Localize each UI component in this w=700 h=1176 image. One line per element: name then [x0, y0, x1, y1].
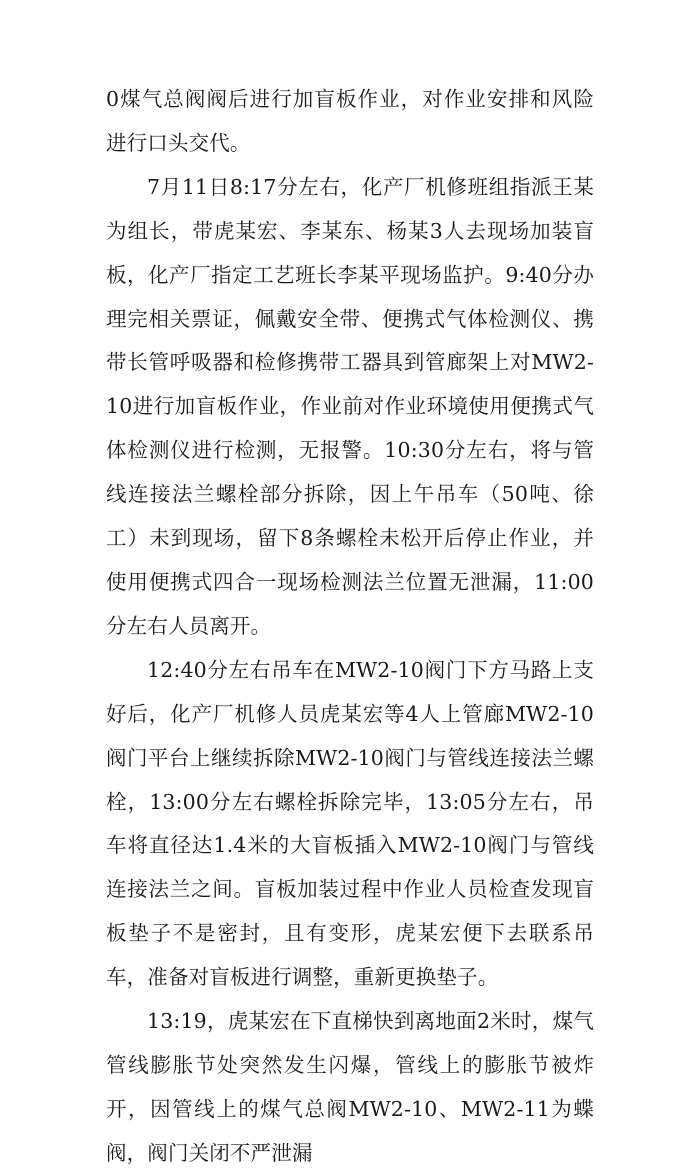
paragraph-continuation: 0煤气总阀阀后进行加盲板作业，对作业安排和风险进行口头交代。 [106, 87, 594, 155]
paragraph-flash-explosion: 13:19，虎某宏在下直梯快到离地面2米时，煤气管线膨胀节处突然发生闪爆，管线上的膨胀节被炸开，因管线上的煤气总阀MW2-10、MW2-11为蝶阀，阀门关闭不严泄漏 [106, 1009, 594, 1165]
paragraph-morning-operation: 7月11日8:17分左右，化产厂机修班组指派王某为组长，带虎某宏、李某东、杨某3人去现场加装盲板，化产厂指定工艺班长李某平现场监护。9:40分办理完相关票证，佩戴安全带、便携式气体检测仪、携带长管呼吸器和检修携带工器具到管廊架上对MW2-10进行加盲板作业，作业前对作业环境使用便携式气体检测仪进行检测，无报警。10:30分左右，将与管线连接法兰螺栓部分拆除，因上午吊车（50吨、徐工）未到现场，留下8条螺栓未松开后停止作业，并使用便携式四合一现场检测法兰位置无泄漏，11:00分左右人员离开。 [106, 174, 594, 638]
document-body [106, 78, 594, 1176]
paragraph-afternoon-operation: 12:40分左右吊车在MW2-10阀门下方马路上支好后，化产厂机修人员虎某宏等4人上管廊MW2-10阀门平台上继续拆除MW2-10阀门与管线连接法兰螺栓，13:00分左右螺栓拆除完毕，13:05分左右，吊车将直径达1.4米的大盲板插入MW2-10阀门与管线连接法兰之间。盲板加装过程中作业人员检查发现盲板垫子不是密封，且有变形，虎某宏便下去联系吊车，准备对盲板进行调整，重新更换垫子。 [106, 657, 594, 990]
